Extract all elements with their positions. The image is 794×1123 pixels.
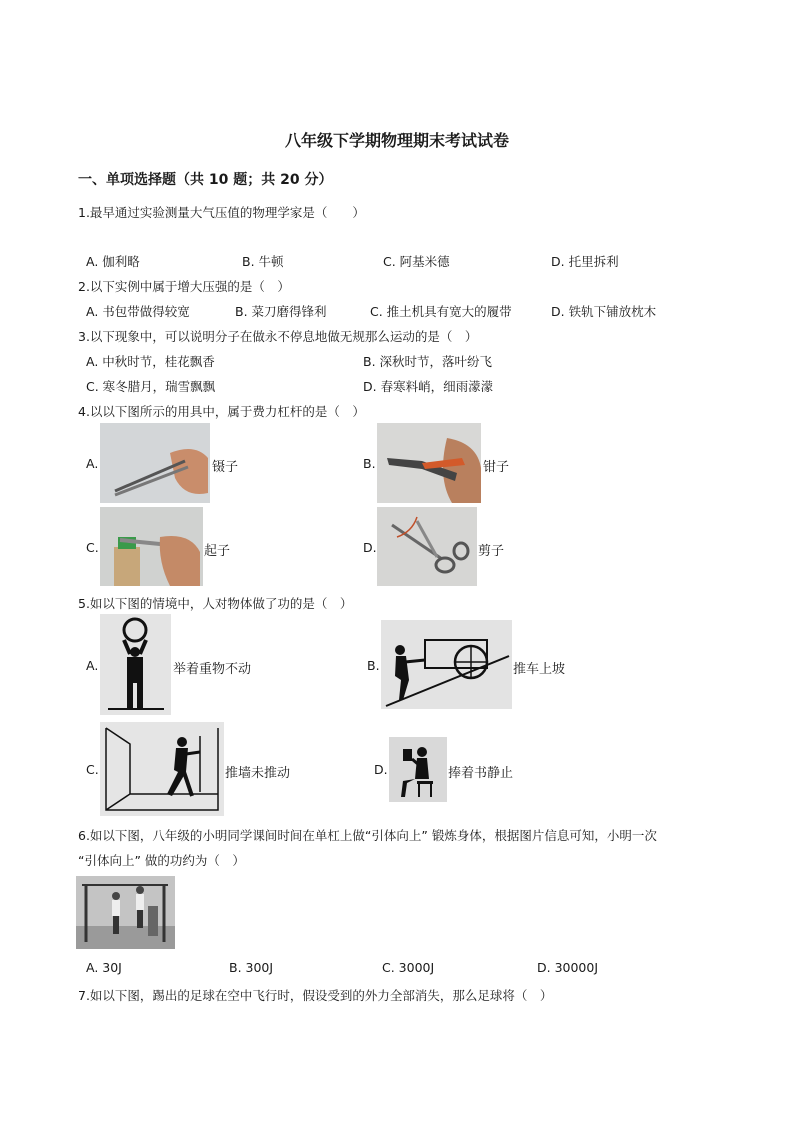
question-5-option-b[interactable]: B. [367, 658, 380, 673]
tweezers-photo [100, 423, 210, 503]
question-1-option-c[interactable]: C. 阿基米德 [383, 254, 450, 269]
question-4-caption-d: 剪子 [478, 544, 505, 559]
question-3-stem: 3.以下现象中，可以说明分子在做永不停息地做无规那么运动的是（ ） [78, 329, 478, 344]
question-3-option-a[interactable]: A. 中秋时节，桂花飘香 [86, 354, 215, 369]
question-6-stem-line1: 6.如以下图，八年级的小明同学课间时间在单杠上做“引体向上” 锻炼身体，根据图片信息可知，小明一次 [78, 828, 657, 843]
page-title: 八年级下学期物理期末考试试卷 [284, 131, 509, 150]
question-1-option-b[interactable]: B. 牛顿 [242, 254, 284, 269]
question-6-stem-line2: “引体向上” 做的功约为（ ） [78, 853, 245, 868]
question-5-caption-b: 推车上坡 [513, 662, 566, 677]
question-5-caption-a: 举着重物不动 [173, 662, 252, 677]
question-2-option-d[interactable]: D. 铁轨下铺放枕木 [551, 304, 657, 319]
question-1-option-d[interactable]: D. 托里拆利 [551, 254, 619, 269]
question-4-stem: 4.以以下图所示的用具中，属于费力杠杆的是（ ） [78, 404, 365, 419]
question-6-option-d[interactable]: D. 30000J [537, 960, 599, 975]
lifting-weight-silhouette [100, 614, 171, 715]
question-4-option-c[interactable]: C. [86, 540, 99, 555]
question-2-option-b[interactable]: B. 菜刀磨得锋利 [235, 304, 327, 319]
pliers-photo [377, 423, 481, 503]
bottle-opener-photo [100, 507, 203, 586]
question-3-option-b[interactable]: B. 深秋时节，落叶纷飞 [363, 354, 493, 369]
scissors-photo [377, 507, 477, 586]
pushing-wall-silhouette [100, 722, 224, 816]
question-3-option-c[interactable]: C. 寒冬腊月，瑞雪飘飘 [86, 379, 216, 394]
question-6-option-c[interactable]: C. 3000J [382, 960, 435, 975]
question-5-option-d[interactable]: D. [374, 762, 388, 777]
holding-book-silhouette [389, 737, 447, 802]
question-4-caption-c: 起子 [204, 544, 231, 559]
question-5-option-a[interactable]: A. [86, 658, 99, 673]
pushing-cart-silhouette [381, 620, 512, 709]
question-4-option-a[interactable]: A. [86, 456, 99, 471]
question-2-stem: 2.以下实例中属于增大压强的是（ ） [78, 279, 290, 294]
question-4-option-b[interactable]: B. [363, 456, 376, 471]
question-4-option-d[interactable]: D. [363, 540, 377, 555]
pull-up-photo [76, 876, 175, 949]
question-5-caption-c: 推墙未推动 [225, 766, 291, 781]
question-4-caption-b: 钳子 [483, 460, 510, 475]
question-1-stem: 1.最早通过实验测量大气压值的物理学家是（ ） [78, 205, 365, 220]
question-5-stem: 5.如以下图的情境中，人对物体做了功的是（ ） [78, 596, 353, 611]
question-7-stem: 7.如以下图，踢出的足球在空中飞行时，假设受到的外力全部消失，那么足球将（ ） [78, 988, 553, 1003]
section-heading: 一、单项选择题（共 10 题；共 20 分） [78, 172, 333, 188]
question-6-option-b[interactable]: B. 300J [229, 960, 274, 975]
question-1-option-a[interactable]: A. 伽利略 [86, 254, 140, 269]
question-4-caption-a: 镊子 [212, 460, 239, 475]
question-6-option-a[interactable]: A. 30J [86, 960, 122, 975]
question-2-option-a[interactable]: A. 书包带做得较宽 [86, 304, 190, 319]
question-3-option-d[interactable]: D. 春寒料峭，细雨濛濛 [363, 379, 494, 394]
question-5-option-c[interactable]: C. [86, 762, 99, 777]
question-2-option-c[interactable]: C. 推土机具有宽大的履带 [370, 304, 512, 319]
question-5-caption-d: 捧着书静止 [448, 766, 514, 781]
